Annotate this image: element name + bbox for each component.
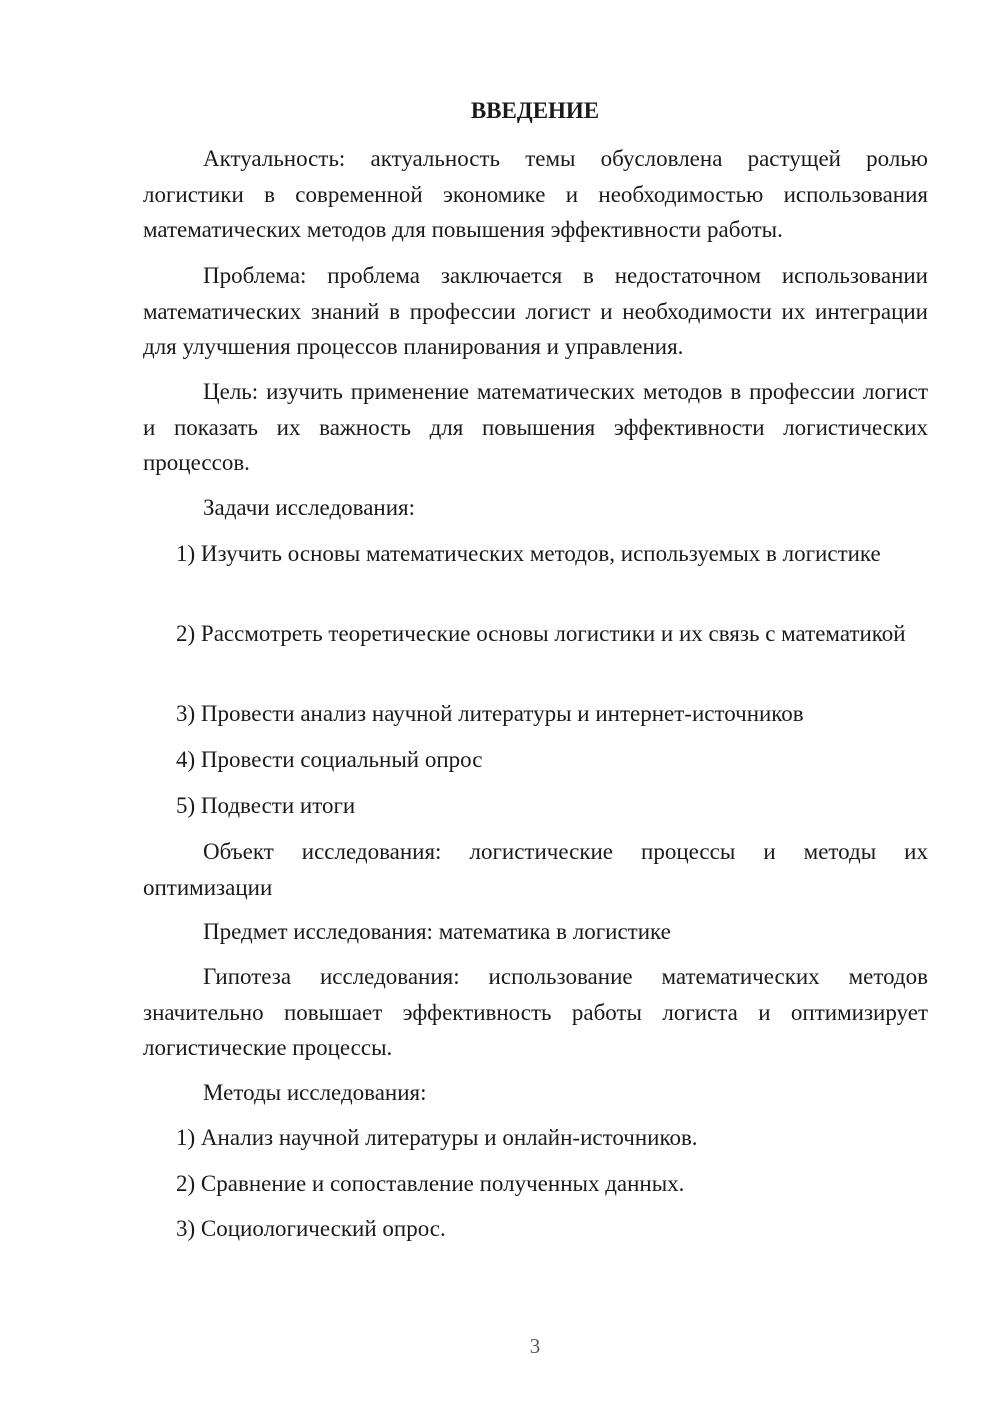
task-item-1: 1) Изучить основы математических методов, используемых в логистике [176,541,881,566]
task-item-4: 4) Провести социальный опрос [176,747,483,772]
task-item-2: 2) Рассмотреть теоретические основы логистики и их связь с математикой [176,621,906,646]
subject-paragraph: Предмет исследования: математика в логистике [203,919,671,944]
method-item-1: 1) Анализ научной литературы и онлайн-источников. [176,1125,698,1150]
goal-paragraph: Цель: изучить применение математических методов в профессии логист и показать их важность для повышения эффективности логистических процессов. [143,379,928,475]
problem-paragraph: Проблема: проблема заключается в недостаточном использовании математических знаний в профессии логист и необходимости их интеграции для улучшения процессов планирования и управления. [143,263,928,359]
object-paragraph: Объект исследования: логистические процессы и методы их оптимизации [143,839,928,900]
page-number: 3 [529,1334,541,1358]
tasks-heading: Задачи исследования: [203,495,416,520]
task-item-5: 5) Подвести итоги [176,793,356,818]
page-title: ВВЕДЕНИЕ [470,98,600,123]
hypothesis-paragraph: Гипотеза исследования: использование математических методов значительно повышает эффективность работы логиста и оптимизирует логистические процессы. [143,964,928,1060]
task-item-3: 3) Провести анализ научной литературы и интернет-источников [176,701,804,726]
method-item-3: 3) Социологический опрос. [176,1216,446,1241]
method-item-2: 2) Сравнение и сопоставление полученных данных. [176,1171,685,1196]
relevance-paragraph: Актуальность: актуальность темы обусловлена растущей ролью логистики в современной экономике и необходимостью использования математических методов для повышения эффективности работы. [143,146,928,242]
methods-heading: Методы исследования: [203,1080,427,1105]
